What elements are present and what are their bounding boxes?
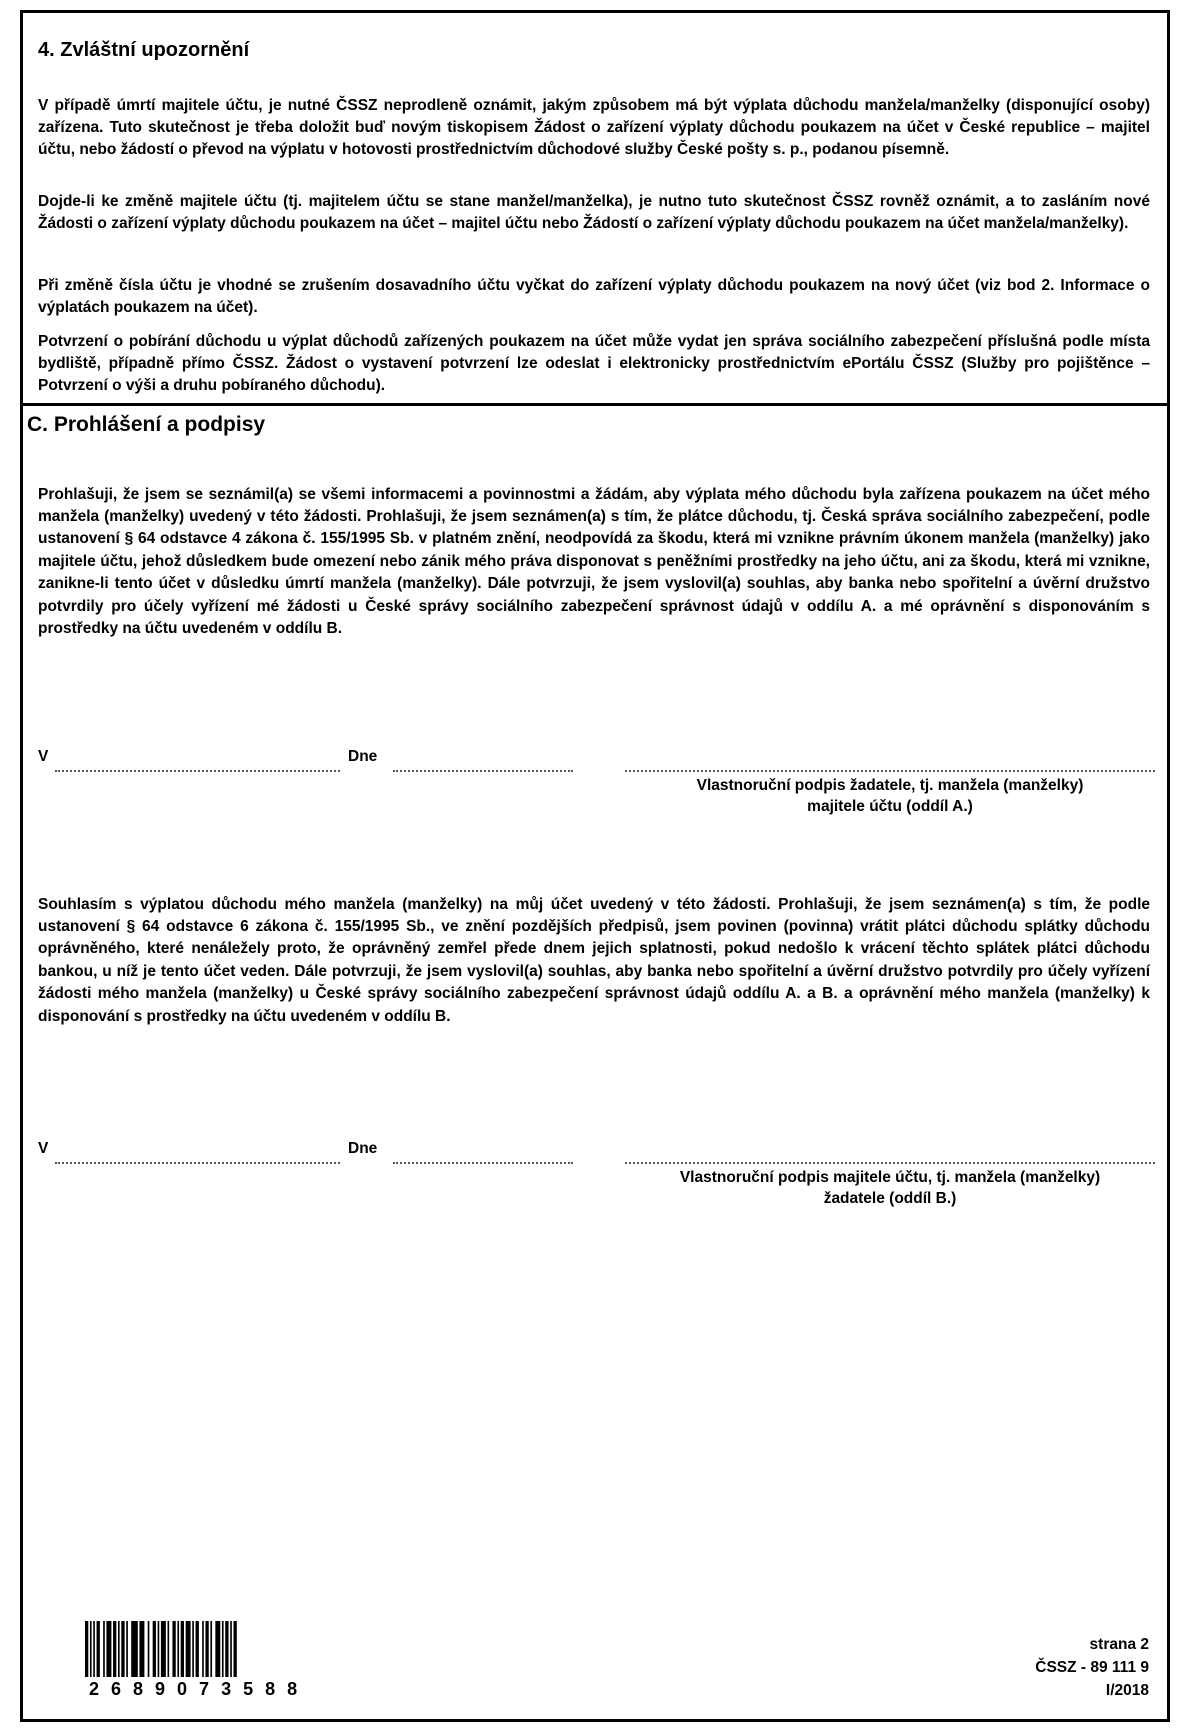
signature-caption-b-line1: Vlastnoruční podpis majitele účtu, tj. manžela (manželky) [679, 1169, 1101, 1186]
form-footer [1035, 1633, 1149, 1702]
place-label-b: V [38, 1140, 49, 1157]
date-label-b: Dne [348, 1140, 378, 1157]
declaration-a-text: Prohlašuji, že jsem se seznámil(a) se všemi informacemi a povinnostmi a žádám, aby výplata mého důchodu byla zařízena poukazem na účet mého manžela (manželky) uvedený v této žádosti. Prohlašuji, že jsem seznámen(a) s tím, že plátce důchodu, tj. Česká správa sociálního zabezpečení, podle ustanovení § 64 odstavce 4 zákona č. 155/1995 Sb. v platném znění, neodpovídá za škodu, která mi vznikne právním úkonem manžela (manželky) jako majitele účtu, jehož důsledkem bude omezení nebo zánik mého práva disponovat s peněžními prostředky na jeho účtu, ani za škodu, která mi vznikne, zanikne-li tento účet v důsledku úmrtí manžela (manželky). Dále potvrzuji, že jsem vyslovil(a) souhlas, aby banka nebo spořitelní a úvěrní družstvo potvrdily pro účely vyřízení mé žádosti u České správy sociálního zabezpečení správnost údajů v oddílu A. a mé oprávnění s disponováním s prostředky na účtu uvedeném v oddílu B. [38, 485, 1150, 637]
place-label-a: V [38, 748, 49, 765]
signature-caption-b [625, 1167, 1155, 1209]
signature-caption-a-line2: majitele účtu (oddíl A.) [807, 798, 973, 815]
section4-heading: 4. Zvláštní upozornění [38, 39, 250, 61]
section4-paragraph-1: V případě úmrtí majitele účtu, je nutné ČSSZ neprodleně oznámit, jakým způsobem má být výplata důchodu manžela/manželky (disponující osoby) zařízena. Tuto skutečnost je třeba doložit buď novým tiskopisem Žádost o zařízení výplaty důchodu poukazem na účet v České republice – majitel účtu, nebo žádostí o převod na výplatu v hotovosti prostřednictvím důchodové služby České pošty s. p., podanou písemně. [38, 96, 1150, 159]
date-label-a: Dne [348, 748, 378, 765]
signature-block-a [23, 748, 1165, 828]
place-fill-line-b[interactable] [55, 1142, 340, 1164]
page-number: strana 2 [1089, 1636, 1149, 1653]
barcode [85, 1621, 310, 1700]
barcode-bars-image [85, 1621, 290, 1677]
signature-caption-a-line1: Vlastnoruční podpis žadatele, tj. manžela (manželky) [696, 777, 1084, 794]
signature-fill-line-b[interactable] [625, 1142, 1155, 1164]
form-version: I/2018 [1105, 1682, 1149, 1699]
form-number: ČSSZ - 89 111 9 [1035, 1659, 1149, 1676]
section4-paragraph-4: Potvrzení o pobírání důchodu u výplat důchodů zařízených poukazem na účet může vydat jen správa sociálního zabezpečení příslušná podle místa bydliště, případně přímo ČSSZ. Žádost o vystavení potvrzení lze odeslat i elektronicky prostřednictvím ePortálu ČSSZ (Služby pro pojištěnce – Potvrzení o výši a druhu pobíraného důchodu). [38, 332, 1150, 395]
date-fill-line-b[interactable] [393, 1142, 573, 1164]
section-divider [23, 403, 1167, 406]
place-fill-line-a[interactable] [55, 750, 340, 772]
declaration-b-text: Souhlasím s výplatou důchodu mého manžela (manželky) na můj účet uvedený v této žádosti. Prohlašuji, že jsem seznámen(a) s tím, že podle ustanovení § 64 odstavce 6 zákona č. 155/1995 Sb., ve znění pozdějších předpisů, jsem povinen (povinna) vrátit plátci důchodu splátky důchodu oprávněného, které nenáležely proto, že oprávněný zemřel přede dnem jejich splatnosti, pokud nedošlo k vrácení těchto splátek plátci důchodu bankou, u níž je tento účet veden. Dále potvrzuji, že jsem vyslovil(a) souhlas, aby banka nebo spořitelní a úvěrní družstvo potvrdily pro účely vyřízení žádosti mého manžela (manželky) u České správy sociálního zabezpečení správnost údajů oddílu A. a B. a oprávnění mého manžela (manželky) k disponování s prostředky na účtu uvedeném v oddílu B. [38, 895, 1150, 1025]
section4-paragraph-3: Při změně čísla účtu je vhodné se zrušením dosavadního účtu vyčkat do zařízení výplaty důchodu poukazem na nový účet (viz bod 2. Informace o výplatách poukazem na účet). [38, 276, 1150, 316]
signature-fill-line-a[interactable] [625, 750, 1155, 772]
sectionC-heading: C. Prohlášení a podpisy [27, 413, 266, 436]
signature-block-b [23, 1140, 1165, 1220]
signature-caption-b-line2: žadatele (oddíl B.) [823, 1190, 957, 1207]
barcode-digits: 2689073588 [89, 1679, 310, 1699]
date-fill-line-a[interactable] [393, 750, 573, 772]
section4-paragraph-2: Dojde-li ke změně majitele účtu (tj. majitelem účtu se stane manžel/manželka), je nutno tuto skutečnost ČSSZ rovněž oznámit, a to zasláním nové Žádosti o zařízení výplaty důchodu poukazem na účet – majitel účtu nebo Žádostí o zařízení výplaty důchodu poukazem na účet manžela/manželky). [38, 192, 1150, 232]
signature-caption-a [625, 775, 1155, 817]
page-border [20, 10, 1170, 1722]
